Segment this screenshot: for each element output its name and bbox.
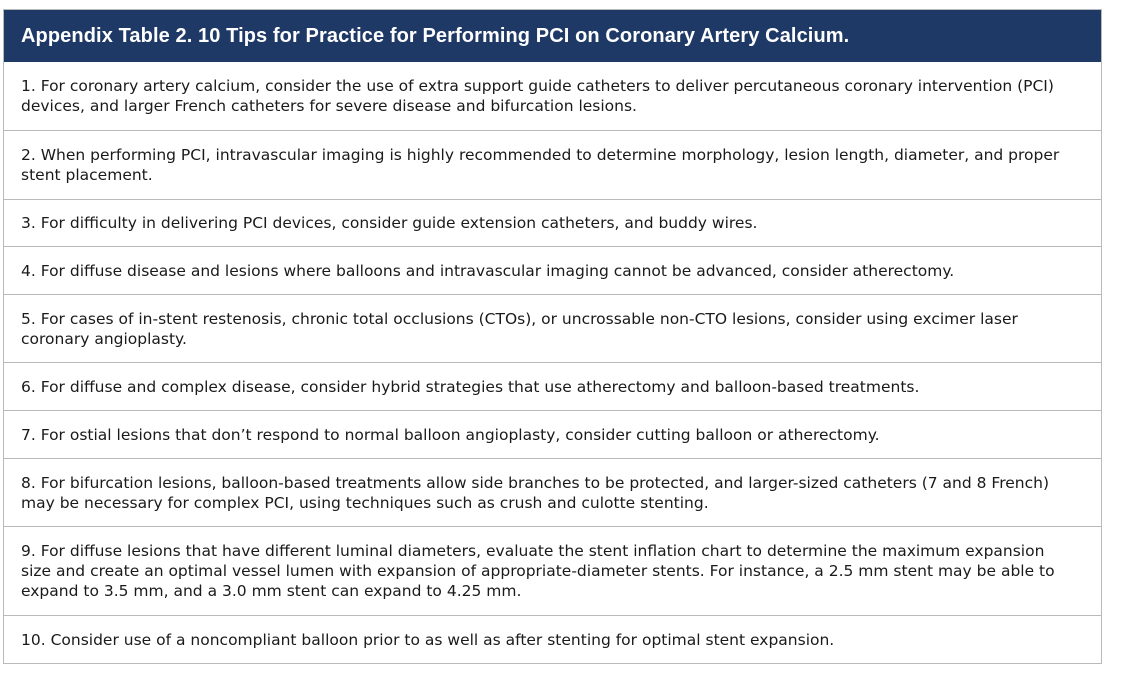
table-row <box>4 130 1101 199</box>
row-text: 8. For bifurcation lesions, balloon-based treatments allow side branches to be protected, and larger-sized catheters (7 and 8 French) may be necessary for complex PCI, using techniques such as crush and culotte stenting. <box>21 473 1050 512</box>
table-row <box>4 410 1101 458</box>
row-text: 2. When performing PCI, intravascular imaging is highly recommended to determine morphology, lesion length, diameter, and proper stent placement. <box>21 146 1060 184</box>
row-text: 10. Consider use of a noncompliant balloon prior to as well as after stenting for optimal stent expansion. <box>21 630 835 649</box>
row-text: 7. For ostial lesions that don’t respond to normal balloon angioplasty, consider cutting balloon or atherectomy. <box>21 425 880 444</box>
table-row <box>4 294 1101 362</box>
row-text: 6. For diffuse and complex disease, consider hybrid strategies that use atherectomy and balloon-based treatments. <box>21 377 920 396</box>
table-row <box>4 62 1101 130</box>
table-row <box>4 458 1101 526</box>
table-row <box>4 615 1101 663</box>
tips-table <box>3 9 1102 664</box>
row-text: 3. For difficulty in delivering PCI devices, consider guide extension catheters, and buddy wires. <box>21 214 758 232</box>
table-row <box>4 526 1101 615</box>
row-text: 9. For diffuse lesions that have different luminal diameters, evaluate the stent inflation chart to determine the maximum expansion size and create an optimal vessel lumen with expansion of appropriate-diameter stents. For instance, a 2.5 mm stent may be able to expand to 3.5 mm, and a 3.0 mm stent can expand to 4.25 mm. <box>21 542 1055 600</box>
row-text: 1. For coronary artery calcium, consider the use of extra support guide catheters to deliver percutaneous coronary intervention (PCI) devices, and larger French catheters for severe disease and bifurcation lesions. <box>21 77 1054 115</box>
table-row <box>4 246 1101 294</box>
table-row <box>4 199 1101 246</box>
row-text: 4. For diffuse disease and lesions where balloons and intravascular imaging cannot be advanced, consider atherectomy. <box>21 261 955 280</box>
table-title: Appendix Table 2. 10 Tips for Practice for Performing PCI on Coronary Artery Calcium. <box>4 10 1101 62</box>
row-text: 5. For cases of in-stent restenosis, chronic total occlusions (CTOs), or uncrossable non-CTO lesions, consider using excimer laser coronary angioplasty. <box>21 309 1018 348</box>
table-row <box>4 362 1101 410</box>
